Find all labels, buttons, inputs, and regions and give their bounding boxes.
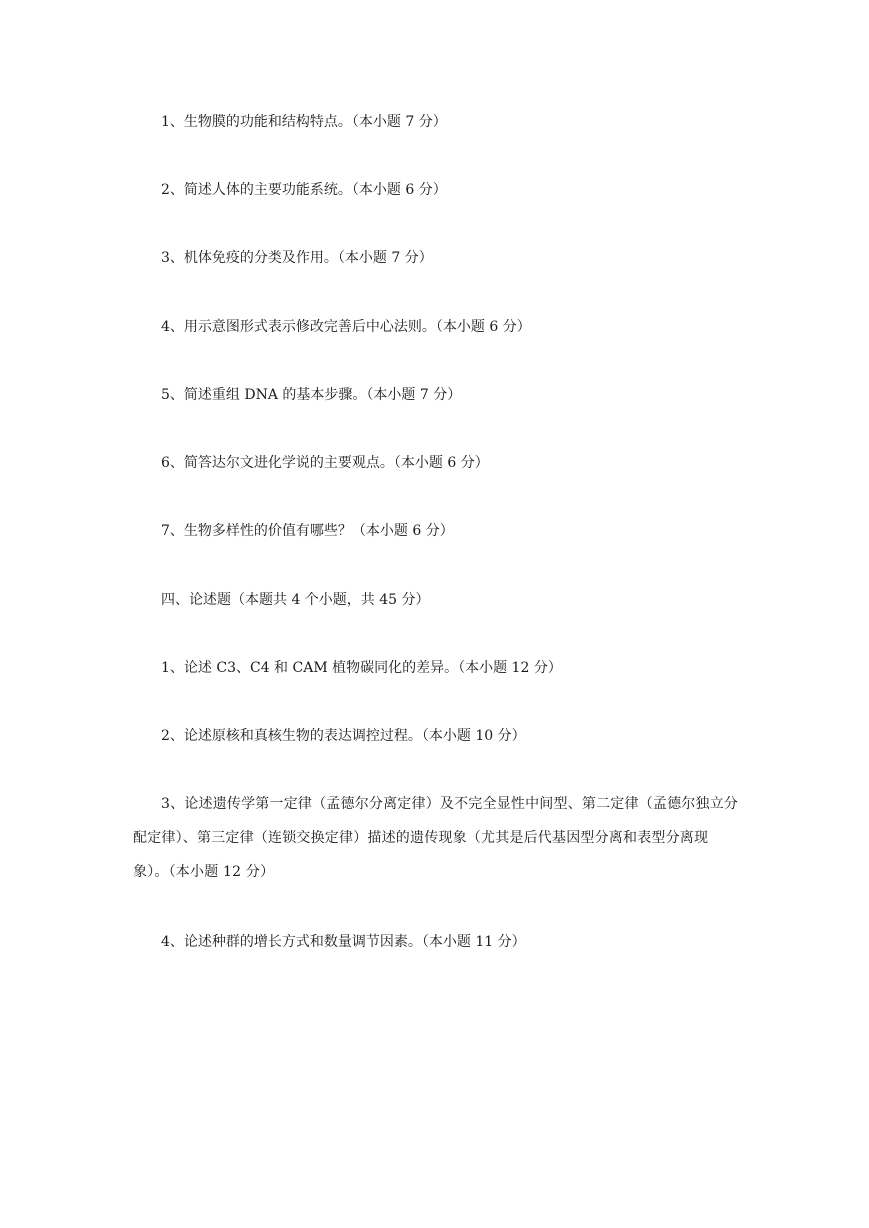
- short-answer-q7: 7、生物多样性的价值有哪些？（本小题 6 分）: [161, 523, 454, 539]
- short-answer-q4: 4、用示意图形式表示修改完善后中心法则。（本小题 6 分）: [161, 319, 531, 335]
- essay-q2: 2、论述原核和真核生物的表达调控过程。（本小题 10 分）: [161, 728, 526, 744]
- short-answer-q2: 2、简述人体的主要功能系统。（本小题 6 分）: [161, 182, 447, 198]
- essay-q4: 4、论述种群的增长方式和数量调节因素。（本小题 11 分）: [161, 934, 526, 950]
- essay-q3: 3、论述遗传学第一定律（孟德尔分离定律）及不完全显性中间型、第二定律（孟德尔独立分配定律）、第三定律（连锁交换定律）描述的遗传现象（尤其是后代基因型分离和表型分离现象）。（本小题 12 分）: [133, 796, 739, 880]
- essay-q1: 1、论述 C3、C4 和 CAM 植物碳同化的差异。（本小题 12 分）: [161, 660, 562, 676]
- short-answer-q5: 5、简述重组 DNA 的基本步骤。（本小题 7 分）: [161, 387, 462, 403]
- section-4-heading: 四、论述题（本题共 4 个小题，共 45 分）: [161, 592, 430, 608]
- short-answer-q1: 1、生物膜的功能和结构特点。（本小题 7 分）: [161, 114, 447, 130]
- short-answer-q6: 6、简答达尔文进化学说的主要观点。（本小题 6 分）: [161, 455, 489, 471]
- short-answer-q3: 3、机体免疫的分类及作用。（本小题 7 分）: [161, 250, 433, 266]
